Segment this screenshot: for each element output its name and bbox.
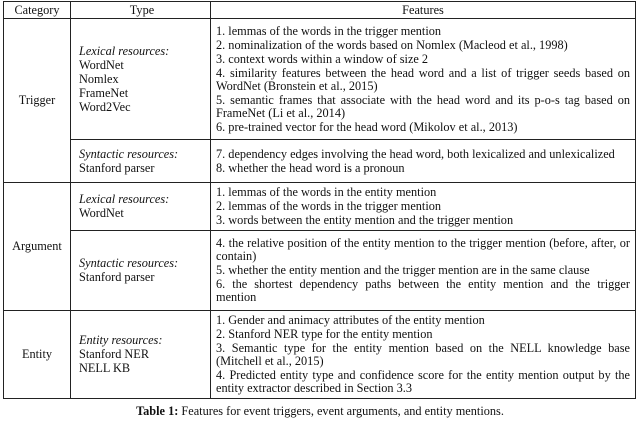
table-row xyxy=(4,311,636,399)
resource: Word2Vec xyxy=(79,99,131,114)
category-argument: Argument xyxy=(4,183,71,311)
features-cell xyxy=(211,19,636,140)
category-trigger: Trigger xyxy=(4,19,71,183)
resource: NELL KB xyxy=(79,361,131,375)
features-cell xyxy=(211,311,636,399)
header-category: Category xyxy=(4,2,71,19)
feature: 3. context words within a window of size 2 xyxy=(216,51,429,66)
type-label: Lexical resources: xyxy=(79,43,170,58)
feature: 4. Predicted entity type and confidence score for the entity mention output by the entity extractor described in Section 3.3 xyxy=(216,368,630,395)
feature: 5. whether the entity mention and the trigger mention are in the same clause xyxy=(216,263,590,277)
feature: 3. words between the entity mention and the trigger mention xyxy=(216,213,514,227)
feature: 1. lemmas of the words in the trigger mention xyxy=(216,23,442,38)
type-cell xyxy=(71,19,211,140)
type-label: Syntactic resources: xyxy=(79,256,179,270)
header-features: Features xyxy=(211,2,636,19)
resource: WordNet xyxy=(79,57,124,72)
table-caption xyxy=(0,404,640,419)
type-label: Syntactic resources: xyxy=(79,146,179,161)
type-label: Entity resources: xyxy=(79,333,163,347)
feature: 4. the relative position of the entity mention to the trigger mention (before, after, or contain) xyxy=(216,236,630,263)
header-row xyxy=(4,2,636,19)
category-entity: Entity xyxy=(4,311,71,399)
resource: FrameNet xyxy=(79,85,129,100)
feature: 6. pre-trained vector for the head word (Mikolov et al., 2013) xyxy=(216,119,518,134)
resource: Stanford NER xyxy=(79,347,150,361)
resource: Stanford parser xyxy=(79,270,155,284)
caption-text: Features for event triggers, event arguments, and entity mentions. xyxy=(178,404,504,418)
feature: 1. lemmas of the words in the entity mention xyxy=(216,185,437,199)
feature: 5. semantic frames that associate with the head word and its p-o-s tag based on FrameNet (Li et al., 2014) xyxy=(216,92,630,120)
features-cell xyxy=(211,231,636,311)
feature: 7. dependency edges involving the head word, both lexicalized and unlexicalized xyxy=(216,146,615,161)
features-cell xyxy=(211,183,636,231)
resource: Nomlex xyxy=(79,71,119,86)
features-table xyxy=(3,1,636,399)
table-row xyxy=(4,140,636,183)
feature: 2. nominalization of the words based on Nomlex (Macleod et al., 1998) xyxy=(216,37,568,52)
feature: 2. Stanford NER type for the entity mention xyxy=(216,327,433,341)
type-cell xyxy=(71,311,211,399)
table-row xyxy=(4,231,636,311)
resource: WordNet xyxy=(79,206,124,220)
type-cell xyxy=(71,140,211,183)
feature: 6. the shortest dependency paths between the entity mention and the trigger mention xyxy=(216,277,630,304)
resource: Stanford parser xyxy=(79,160,155,175)
features-cell xyxy=(211,140,636,183)
type-label: Lexical resources: xyxy=(79,192,170,206)
type-cell xyxy=(71,231,211,311)
feature: 3. Semantic type for the entity mention based on the NELL knowledge base (Mitchell et al., 2015) xyxy=(216,341,630,368)
table-row xyxy=(4,183,636,231)
type-cell xyxy=(71,183,211,231)
table-row xyxy=(4,19,636,140)
caption-label: Table 1: xyxy=(136,404,179,418)
feature: 8. whether the head word is a pronoun xyxy=(216,160,405,175)
header-type: Type xyxy=(71,2,211,19)
feature: 4. similarity features between the head word and a list of trigger seeds based on WordNet (Bronstein et al., 2015) xyxy=(216,65,630,93)
feature: 2. lemmas of the words in the trigger mention xyxy=(216,199,442,213)
feature: 1. Gender and animacy attributes of the entity mention xyxy=(216,313,485,327)
